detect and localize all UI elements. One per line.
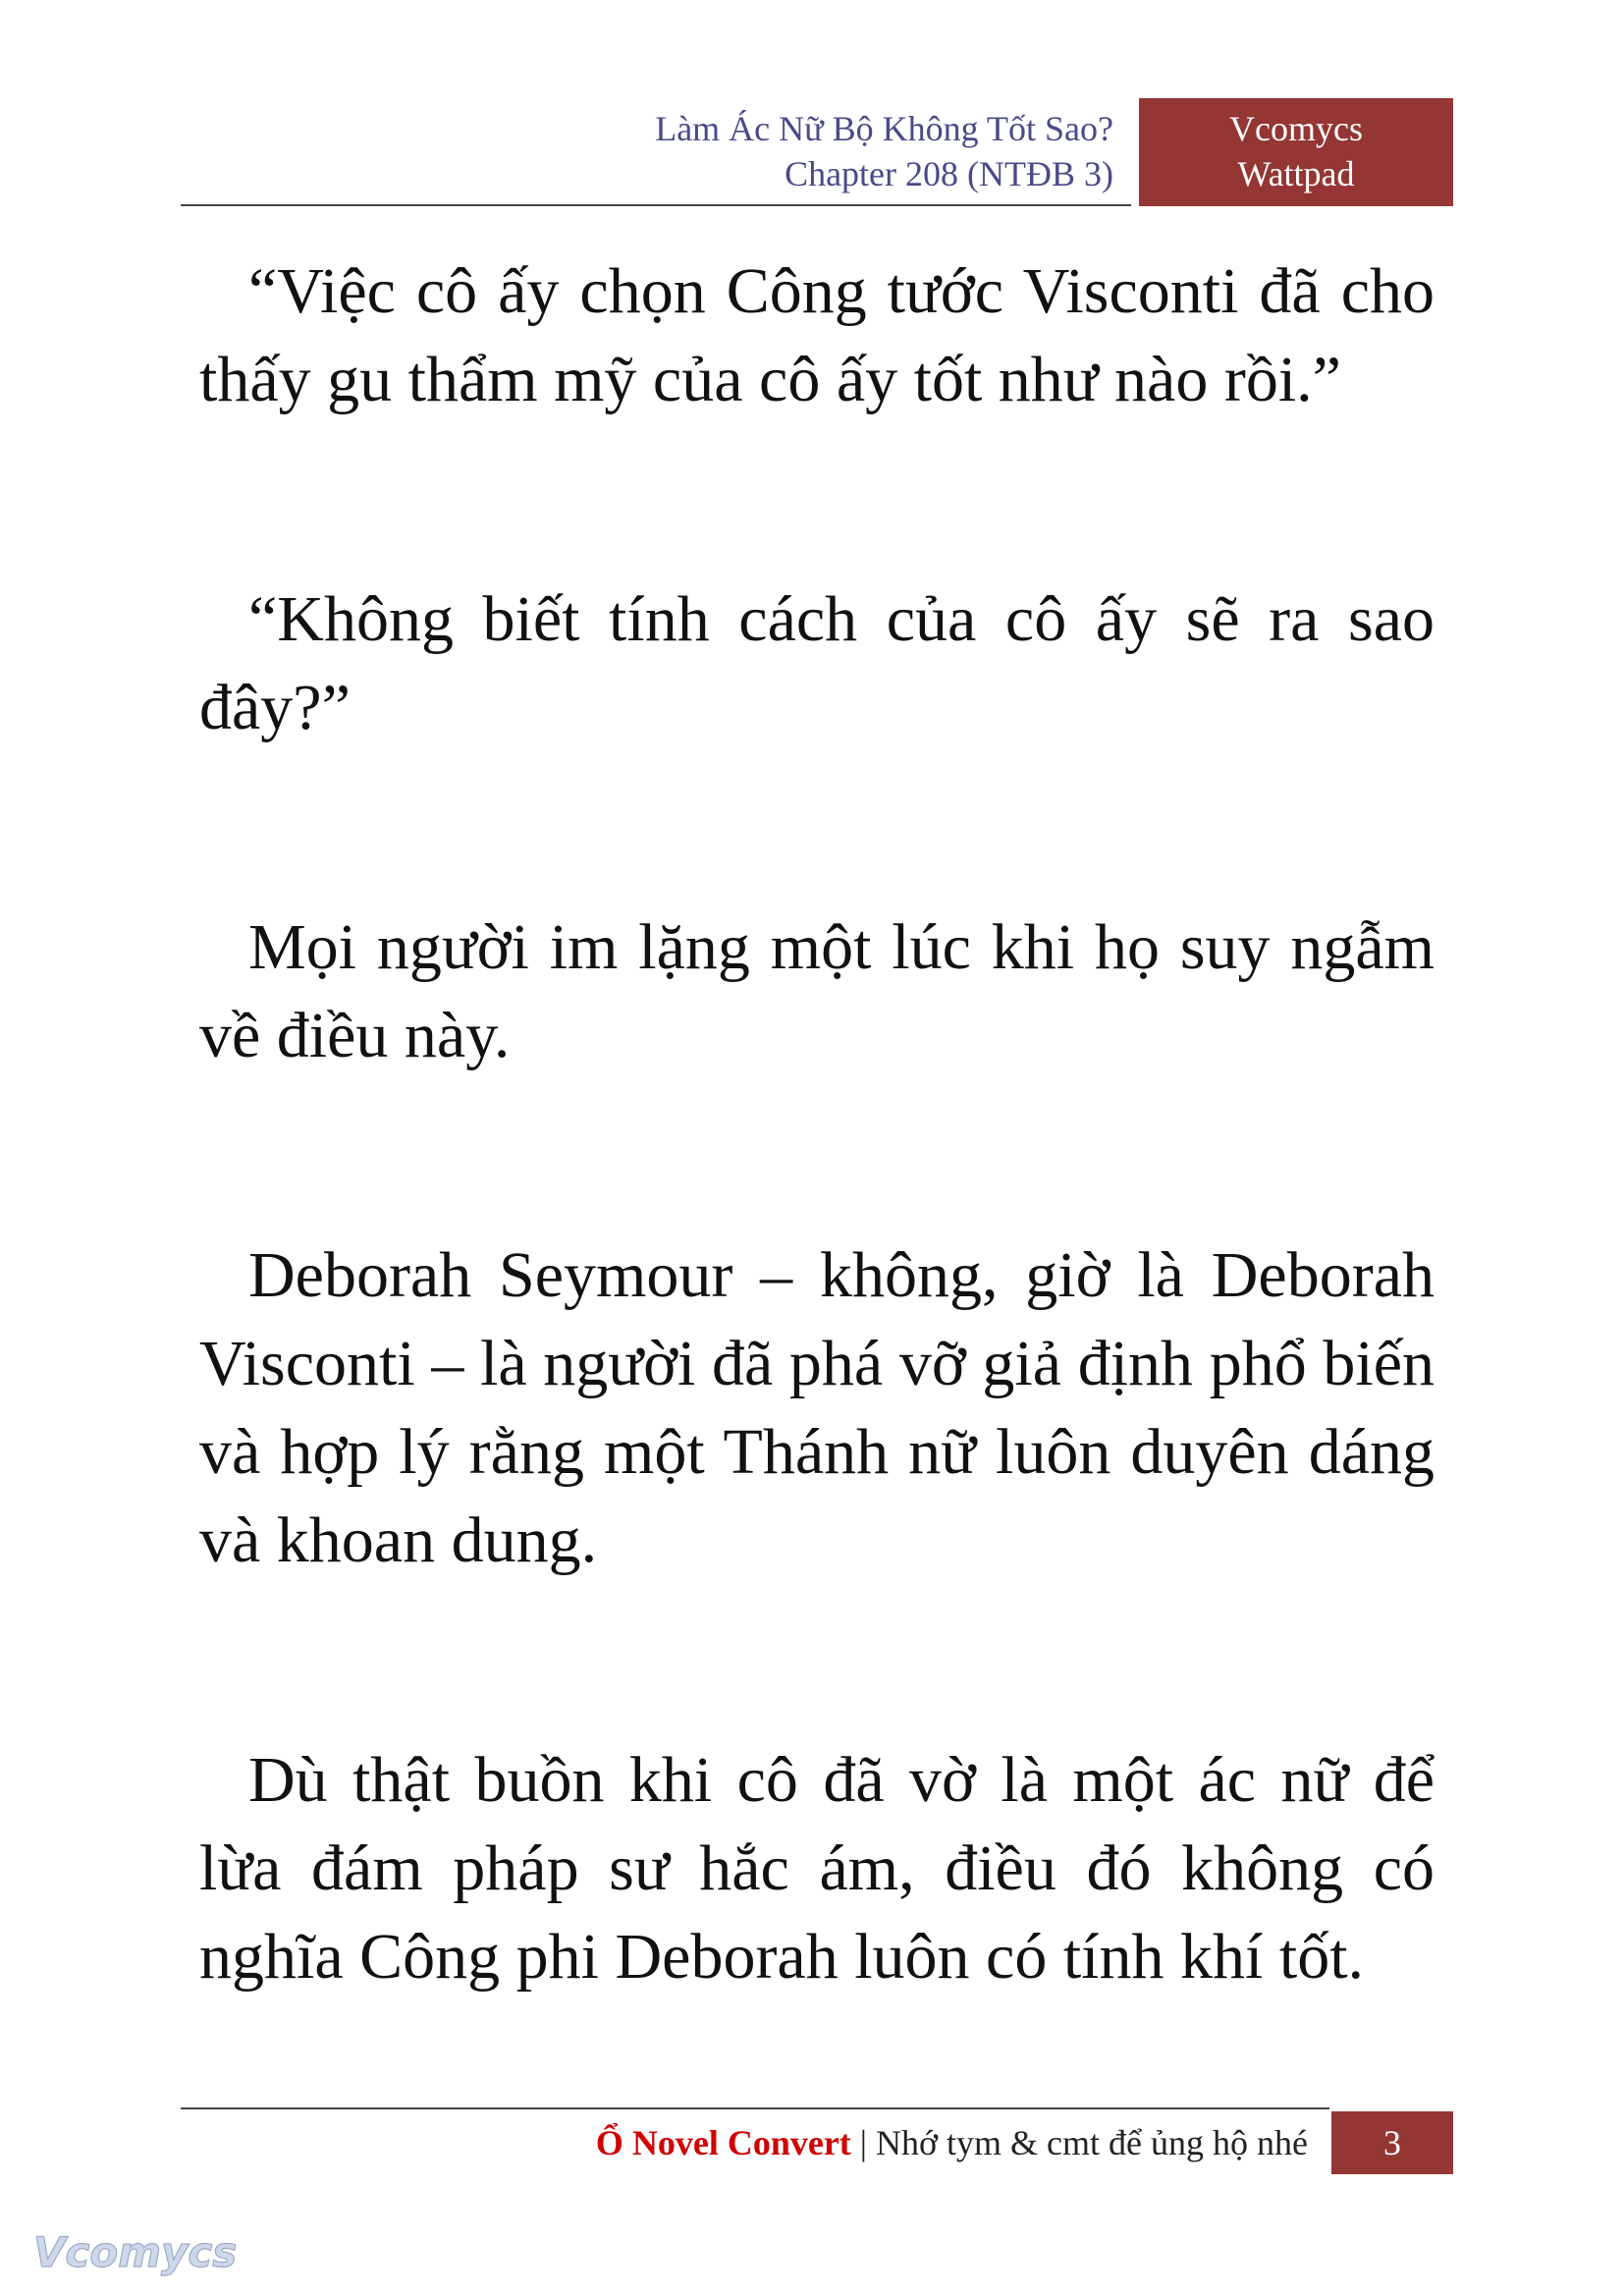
footer-note: Nhớ tym & cmt để ủng hộ nhé bbox=[876, 2123, 1308, 2162]
chapter-body bbox=[199, 247, 1435, 2153]
source-line-1: Vcomycs bbox=[1229, 109, 1363, 148]
footer-brand: Ổ Novel Convert bbox=[595, 2123, 851, 2162]
book-title: Làm Ác Nữ Bộ Không Tốt Sao? bbox=[655, 109, 1113, 148]
chapter-title: Chapter 208 (NTĐB 3) bbox=[785, 154, 1113, 193]
footer-separator: | bbox=[859, 2123, 868, 2162]
paragraph: “Không biết tính cách của cô ấy sẽ ra sao đây?” bbox=[199, 583, 1435, 743]
vcomycs-logo bbox=[29, 2221, 245, 2284]
footer-credit bbox=[596, 2115, 1308, 2170]
paragraph: Dù thật buồn khi cô đã vờ là một ác nữ để lừa đám pháp sư hắc ám, điều đó không có nghĩa Công phi Deborah luôn có tính khí tốt. bbox=[199, 1744, 1435, 1993]
page-number: 3 bbox=[1331, 2111, 1453, 2174]
paragraph: Mọi người im lặng một lúc khi họ suy ngẫm về điều này. bbox=[199, 911, 1435, 1071]
paragraph: “Việc cô ấy chọn Công tước Visconti đã cho thấy gu thẩm mỹ của cô ấy tốt như nào rồi.” bbox=[199, 255, 1435, 415]
source-line-2: Wattpad bbox=[1237, 154, 1355, 193]
header-title-block bbox=[655, 106, 1113, 196]
watermark-text: Vcomycs bbox=[33, 2228, 238, 2276]
header-bar bbox=[181, 98, 1131, 206]
footer-divider bbox=[181, 2107, 1329, 2109]
source-badge bbox=[1139, 98, 1453, 206]
paragraph: Deborah Seymour – không, giờ là Deborah Visconti – là người đã phá vỡ giả định phổ biến và hợp lý rằng một Thánh nữ luôn duyên dáng và khoan dung. bbox=[199, 1239, 1435, 1576]
